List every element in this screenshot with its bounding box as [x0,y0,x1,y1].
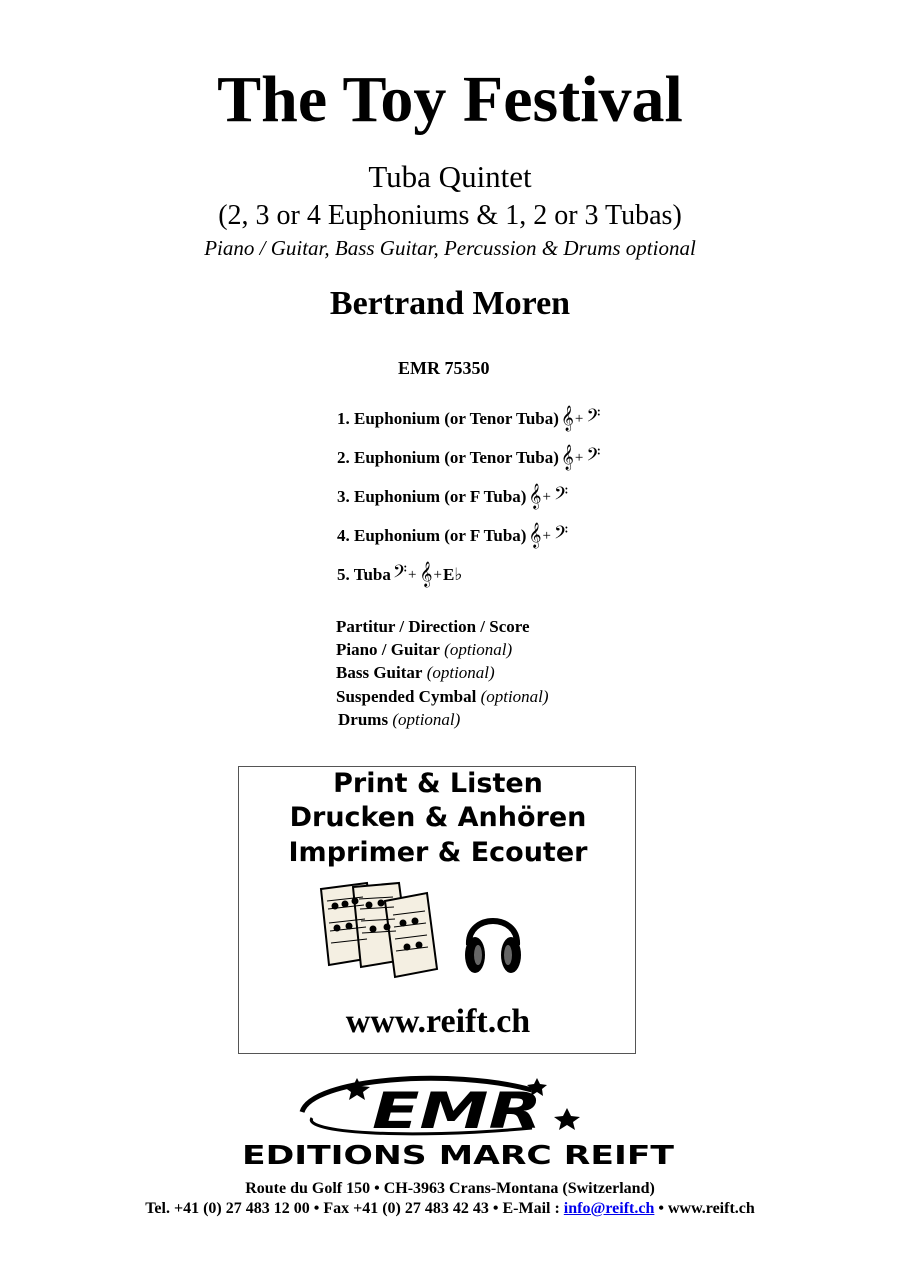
part-label: 2. Euphonium (or Tenor Tuba) [337,448,559,467]
publisher-address: Route du Golf 150 • CH-3963 Crans-Montana (Switzerland) [245,1180,655,1197]
bass-clef-icon: 𝄢 [586,406,601,431]
part-item [337,563,462,587]
logo-name: EDITIONS MARC REIFT [242,1141,675,1170]
catalog-number: EMR 75350 [398,358,490,378]
print-listen-line: Print & Listen [333,768,543,799]
optional-instruments: Piano / Guitar, Bass Guitar, Percussion & Drums optional [204,236,696,260]
extra-note: (optional) [444,640,513,659]
print-listen-box [238,766,636,1054]
page-title: The Toy Festival [217,63,683,136]
plus-sign: + [542,489,551,505]
part-item [337,485,568,509]
extra-name: Partitur / Direction / Score [336,617,530,636]
extra-note: (optional) [480,687,549,706]
logo-mark: EMR [372,1082,542,1140]
website-label: www.reift.ch [345,1003,531,1040]
extra-part [336,685,549,709]
treble-clef-icon: 𝄞 [419,562,433,587]
subtitle: Tuba Quintet [368,159,532,194]
extra-note: (optional) [392,710,461,729]
plus-sign: + [574,411,584,427]
extra-part [336,638,512,662]
plus-sign: + [408,567,417,583]
bass-clef-icon: 𝄢 [392,562,408,587]
extra-part [336,615,530,639]
treble-clef-icon: 𝄞 [528,523,542,548]
part-item [337,524,568,548]
extra-name: Bass Guitar [336,663,423,682]
sheet-music-icon [315,879,445,979]
extra-part [338,708,460,732]
plus-sign: + [433,567,442,583]
bass-clef-icon: 𝄢 [553,484,569,509]
part-label: 1. Euphonium (or Tenor Tuba) [337,409,559,428]
plus-sign: + [574,450,584,466]
contact-suffix: • www.reift.ch [654,1200,755,1217]
part-item [337,407,601,431]
bass-clef-icon: 𝄢 [553,523,569,548]
part-label: 5. Tuba [337,565,391,584]
instrumentation: (2, 3 or 4 Euphoniums & 1, 2 or 3 Tubas) [218,200,682,231]
treble-clef-icon: 𝄞 [560,445,574,470]
extra-name: Suspended Cymbal [336,687,477,706]
part-label: 3. Euphonium (or F Tuba) [337,487,527,506]
print-listen-line: Imprimer & Ecouter [288,837,588,868]
composer-name: Bertrand Moren [329,285,571,322]
extra-part [336,661,495,685]
extra-name: Drums [338,710,389,729]
publisher-contact [0,1198,900,1220]
print-listen-line: Drucken & Anhören [289,802,587,833]
treble-clef-icon: 𝄞 [528,484,542,509]
bass-clef-icon: 𝄢 [586,445,601,470]
extra-name: Piano / Guitar [336,640,440,659]
plus-sign: + [542,528,551,544]
part-label: 4. Euphonium (or F Tuba) [337,526,527,545]
extra-note: (optional) [426,663,495,682]
contact-prefix: Tel. +41 (0) 27 483 12 00 • Fax +41 (0) 27 483 42 43 • E-Mail : [145,1200,564,1217]
headphones-icon [461,899,525,979]
e-flat-label: E♭ [443,565,463,584]
part-item [337,446,601,470]
email-link[interactable]: info@reift.ch [563,1200,655,1217]
treble-clef-icon: 𝄞 [560,406,574,431]
emr-logo [232,1070,682,1170]
